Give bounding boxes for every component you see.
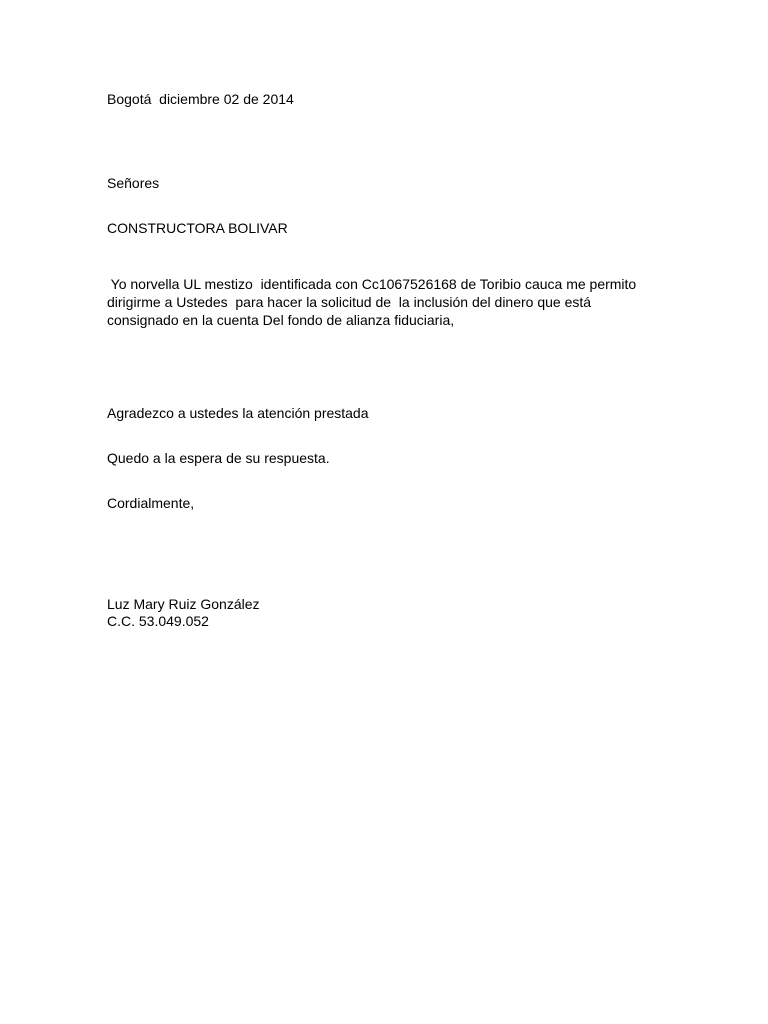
letter-date: Bogotá diciembre 02 de 2014 [107,91,294,107]
signer-id: C.C. 53.049.052 [107,613,209,629]
signer-name: Luz Mary Ruiz González [107,596,260,612]
body-line: Yo norvella UL mestizo identificada con Cc1067526168 de Toribio cauca me permito [107,276,637,292]
closing-line: Cordialmente, [107,495,195,511]
body-line: dirigirme a Ustedes para hacer la solicitud de la inclusión del dinero que está [107,294,592,310]
waiting-line: Quedo a la espera de su respuesta. [107,450,330,466]
salutation: Señores [107,175,160,191]
recipient-company: CONSTRUCTORA BOLIVAR [107,220,288,236]
thanks-line: Agradezco a ustedes la atención prestada [107,405,369,421]
body-line: consignado en la cuenta Del fondo de alianza fiduciaria, [107,312,455,328]
